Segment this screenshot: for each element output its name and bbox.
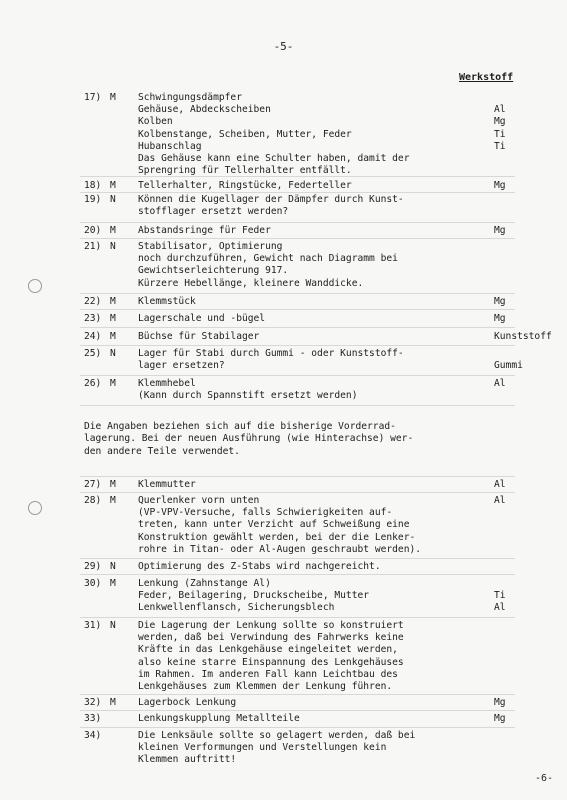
item-materials bbox=[494, 92, 506, 153]
item-line: Stabilisator, Optimierung bbox=[138, 241, 283, 252]
item-line: Tellerhalter, Ringstücke, Federteller bbox=[138, 180, 352, 191]
item-line: Die Lagerung der Lenkung sollte so konstruiert bbox=[138, 620, 404, 631]
material-value: Mg bbox=[494, 313, 506, 324]
item-line: werden, daß bei Verwindung des Fahrwerks keine bbox=[138, 632, 404, 644]
item-text bbox=[138, 713, 483, 725]
item-line: (Kann durch Spannstift ersetzt werden) bbox=[138, 390, 358, 402]
item-text bbox=[138, 194, 483, 218]
item-line: stofflager ersetzt werden? bbox=[138, 206, 289, 218]
item-materials bbox=[494, 578, 506, 615]
material-value: Al bbox=[494, 495, 506, 506]
item-line: (VP-VPV-Versuche, falls Schwierigkeiten auf- bbox=[138, 507, 393, 519]
item-materials bbox=[494, 713, 506, 725]
item-line: Kolbenstange, Scheiben, Mutter, Feder bbox=[138, 128, 352, 140]
item-line: Büchse für Stabilager bbox=[138, 331, 260, 342]
material-value bbox=[494, 348, 523, 360]
item-separator bbox=[80, 222, 515, 223]
material-value: Mg bbox=[494, 296, 506, 307]
item-materials bbox=[494, 378, 506, 390]
item-text bbox=[138, 730, 483, 767]
item-line: Klemmhebel bbox=[138, 378, 196, 389]
item-materials bbox=[494, 348, 523, 372]
item-number: 28) bbox=[84, 495, 102, 506]
next-page-number: -6- bbox=[534, 773, 553, 784]
punch-hole-top bbox=[28, 279, 42, 293]
item-text bbox=[138, 296, 483, 308]
item-number: 23) bbox=[84, 313, 102, 324]
item-line: Das Gehäuse kann eine Schulter haben, damit der bbox=[138, 153, 410, 165]
item-line: Feder, Beilagering, Druckscheibe, Mutter bbox=[138, 590, 370, 602]
item-line: Klemmen auftritt! bbox=[138, 754, 237, 766]
item-number: 32) bbox=[84, 697, 102, 708]
item-number: 30) bbox=[84, 578, 102, 589]
item-materials bbox=[494, 225, 506, 237]
item-number: 34) bbox=[84, 730, 102, 741]
item-number: 18) bbox=[84, 180, 102, 191]
item-number: 17) bbox=[84, 92, 102, 103]
note-line: Die Angaben beziehen sich auf die bisherige Vorderrad- bbox=[84, 421, 396, 432]
material-value bbox=[494, 92, 506, 104]
item-line: im Rahmen. Im anderen Fall kann Leichtbau des bbox=[138, 668, 398, 680]
material-value: Ti bbox=[494, 128, 506, 140]
note-line: lagerung. Bei der neuen Ausführung (wie Hinterachse) wer- bbox=[84, 433, 414, 445]
item-number: 29) bbox=[84, 561, 102, 572]
item-line: Können die Kugellager der Dämpfer durch Kunst- bbox=[138, 194, 404, 205]
item-number: 22) bbox=[84, 296, 102, 307]
item-materials bbox=[494, 479, 506, 491]
material-value: Mg bbox=[494, 713, 506, 724]
note-line: den andere Teile verwendet. bbox=[84, 445, 240, 457]
item-separator bbox=[80, 375, 515, 376]
item-number: 27) bbox=[84, 479, 102, 490]
item-materials bbox=[494, 697, 506, 709]
item-text bbox=[138, 578, 483, 615]
material-value: Al bbox=[494, 479, 506, 490]
material-value: Al bbox=[494, 104, 506, 116]
item-text bbox=[138, 92, 483, 177]
material-value: Al bbox=[494, 378, 506, 389]
item-text bbox=[138, 378, 483, 402]
item-text bbox=[138, 495, 483, 556]
item-text bbox=[138, 241, 483, 290]
item-materials bbox=[494, 331, 552, 343]
item-line: also keine starre Einspannung des Lenkgehäuses bbox=[138, 656, 404, 668]
item-number: 31) bbox=[84, 620, 102, 631]
item-code: M bbox=[110, 296, 116, 307]
item-separator bbox=[80, 710, 515, 711]
item-text bbox=[138, 348, 483, 372]
item-line: kleinen Verformungen und Verstellungen kein bbox=[138, 742, 387, 754]
item-line: Kürzere Hebellänge, kleinere Wanddicke. bbox=[138, 277, 364, 289]
item-separator bbox=[80, 694, 515, 695]
item-line: Schwingungsdämpfer bbox=[138, 92, 242, 103]
item-line: Lagerbock Lenkung bbox=[138, 697, 237, 708]
item-separator bbox=[80, 476, 515, 477]
item-text bbox=[138, 697, 483, 709]
item-materials bbox=[494, 495, 506, 507]
item-line: Lenkungskupplung Metallteile bbox=[138, 713, 300, 724]
item-line: rohre in Titan- oder Al-Augen geschraubt werden). bbox=[138, 543, 422, 555]
material-value: Mg bbox=[494, 225, 506, 236]
item-line: Konstruktion gewählt werden, bei der die Lenker- bbox=[138, 531, 416, 543]
item-line: noch durchzuführen, Gewicht nach Diagramm bei bbox=[138, 253, 398, 265]
item-line: Gewichtserleichterung 917. bbox=[138, 265, 289, 277]
item-separator bbox=[80, 345, 515, 346]
item-text bbox=[138, 225, 483, 237]
item-text bbox=[138, 331, 483, 343]
punch-hole-bottom bbox=[28, 501, 42, 515]
item-line: Kräfte in das Lenkgehäuse eingeleitet werden, bbox=[138, 644, 398, 656]
item-materials bbox=[494, 296, 506, 308]
item-separator bbox=[80, 176, 515, 177]
page-number: -5- bbox=[273, 40, 294, 53]
material-value: Mg bbox=[494, 116, 506, 128]
item-number: 24) bbox=[84, 331, 102, 342]
item-number: 33) bbox=[84, 713, 102, 724]
item-code: N bbox=[110, 620, 116, 631]
item-materials bbox=[494, 180, 506, 192]
item-text bbox=[138, 561, 483, 573]
item-code: M bbox=[110, 495, 116, 506]
item-line: Die Lenksäule sollte so gelagert werden, daß bei bbox=[138, 730, 416, 741]
item-line: treten, kann unter Verzicht auf Schweißung eine bbox=[138, 519, 410, 531]
item-line: lager ersetzen? bbox=[138, 360, 225, 372]
item-line: Lenkwellenflansch, Sicherungsblech bbox=[138, 602, 335, 614]
item-code: M bbox=[110, 225, 116, 236]
item-separator bbox=[80, 327, 515, 328]
material-value: Al bbox=[494, 602, 506, 614]
item-line: Lenkung (Zahnstange Al) bbox=[138, 578, 271, 589]
item-line: Gehäuse, Abdeckscheiben bbox=[138, 104, 271, 116]
item-line: Klemmutter bbox=[138, 479, 196, 490]
item-line: Lager für Stabi durch Gummi - oder Kunststoff- bbox=[138, 348, 404, 359]
item-line: Abstandsringe für Feder bbox=[138, 225, 271, 236]
item-separator bbox=[80, 309, 515, 310]
material-value: Ti bbox=[494, 590, 506, 602]
item-code: M bbox=[110, 313, 116, 324]
item-line: Hubanschlag bbox=[138, 140, 202, 152]
item-number: 25) bbox=[84, 348, 102, 359]
item-line: Lenkgehäuses zum Klemmen der Lenkung führen. bbox=[138, 681, 393, 693]
item-separator bbox=[80, 192, 515, 193]
item-code: N bbox=[110, 348, 116, 359]
item-separator bbox=[80, 617, 515, 618]
item-text bbox=[138, 313, 483, 325]
item-text bbox=[138, 180, 483, 192]
item-code: M bbox=[110, 92, 116, 103]
item-number: 20) bbox=[84, 225, 102, 236]
item-line: Lagerschale und -bügel bbox=[138, 313, 266, 324]
item-code: M bbox=[110, 697, 116, 708]
item-number: 21) bbox=[84, 241, 102, 252]
item-code: N bbox=[110, 241, 116, 252]
item-separator bbox=[80, 293, 515, 294]
item-text bbox=[138, 620, 483, 693]
item-line: Optimierung des Z-Stabs wird nachgereicht. bbox=[138, 561, 381, 572]
item-code: M bbox=[110, 479, 116, 490]
note-paragraph bbox=[84, 421, 413, 458]
werkstoff-header: Werkstoff bbox=[459, 72, 514, 83]
material-value: Ti bbox=[494, 140, 506, 152]
item-separator bbox=[80, 558, 515, 559]
material-value: Gummi bbox=[494, 360, 523, 372]
item-code: M bbox=[110, 378, 116, 389]
material-value: Mg bbox=[494, 697, 506, 708]
item-code: N bbox=[110, 561, 116, 572]
item-line: Querlenker vorn unten bbox=[138, 495, 260, 506]
item-code: M bbox=[110, 180, 116, 191]
material-value: Mg bbox=[494, 180, 506, 191]
item-materials bbox=[494, 313, 506, 325]
item-separator bbox=[80, 238, 515, 239]
item-separator bbox=[80, 405, 515, 406]
item-code: M bbox=[110, 578, 116, 589]
item-line: Klemmstück bbox=[138, 296, 196, 307]
item-text bbox=[138, 479, 483, 491]
item-code: N bbox=[110, 194, 116, 205]
item-number: 26) bbox=[84, 378, 102, 389]
item-separator bbox=[80, 492, 515, 493]
material-value: Kunststoff bbox=[494, 331, 552, 342]
item-line: Sprengring für Tellerhalter entfällt. bbox=[138, 165, 352, 177]
material-value bbox=[494, 578, 506, 590]
item-line: Kolben bbox=[138, 116, 173, 128]
item-code: M bbox=[110, 331, 116, 342]
item-number: 19) bbox=[84, 194, 102, 205]
item-separator bbox=[80, 574, 515, 575]
item-separator bbox=[80, 727, 515, 728]
